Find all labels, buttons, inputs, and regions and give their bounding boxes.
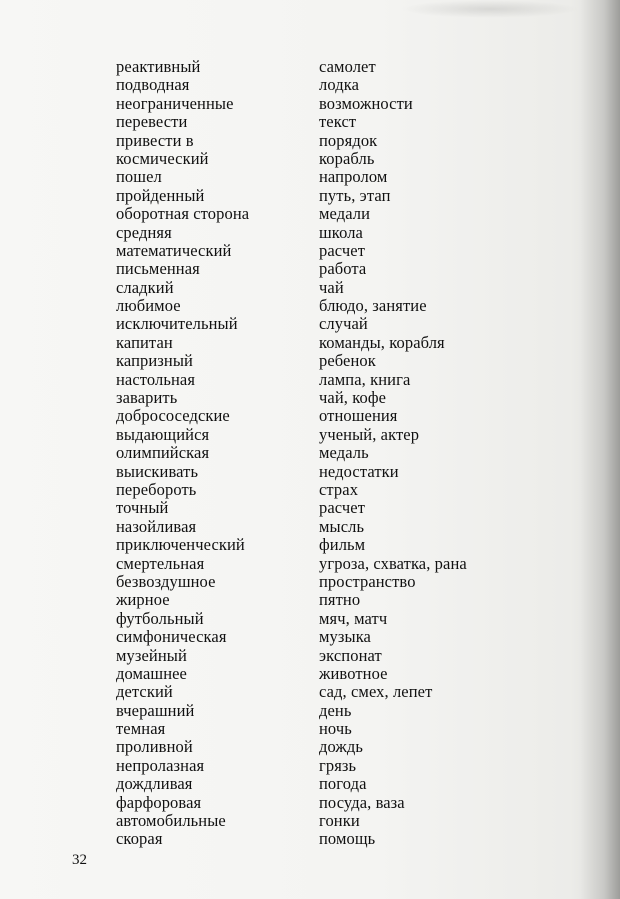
adjective-word: дождливая	[116, 774, 193, 794]
noun-word: пятно	[319, 590, 361, 610]
noun-word: угроза, схватка, рана	[319, 553, 467, 573]
adjective-word: средняя	[116, 222, 172, 242]
adjective-word: точный	[116, 498, 169, 518]
scan-smudge	[400, 0, 580, 18]
adjective-word: заварить	[116, 388, 178, 408]
noun-word: сад, смех, лепет	[319, 682, 433, 702]
adjective-word: космический	[116, 148, 209, 168]
adjective-word: детский	[116, 682, 173, 702]
adjective-word: любимое	[116, 296, 181, 316]
noun-word: школа	[319, 222, 363, 242]
noun-word: пространство	[319, 571, 416, 591]
adjective-word: олимпийская	[116, 443, 210, 463]
noun-word: фильм	[319, 535, 366, 555]
adjective-word: скорая	[116, 829, 163, 849]
noun-word: напролом	[319, 167, 388, 187]
noun-word: расчет	[319, 240, 365, 260]
adjective-word: выдающийся	[116, 424, 210, 444]
noun-word: медаль	[319, 443, 369, 463]
adjective-word: футбольный	[116, 608, 204, 628]
adjective-word: вчерашний	[116, 700, 195, 720]
right-word-column	[319, 58, 467, 849]
noun-word: экспонат	[319, 645, 382, 665]
adjective-word: перевести	[116, 112, 188, 132]
adjective-word: приключенческий	[116, 535, 245, 555]
adjective-word: выискивать	[116, 461, 199, 481]
noun-word: гонки	[319, 811, 360, 831]
adjective-word: математический	[116, 240, 232, 260]
noun-word: ученый, актер	[319, 424, 420, 444]
noun-word: чай	[319, 277, 344, 297]
adjective-word: симфоническая	[116, 627, 227, 647]
noun-word: блюдо, занятие	[319, 296, 427, 316]
adjective-word: музейный	[116, 645, 187, 665]
adjective-word: назойливая	[116, 516, 197, 536]
noun-word: мяч, матч	[319, 608, 388, 628]
adjective-word: капризный	[116, 351, 193, 371]
adjective-word: реактивный	[116, 57, 201, 76]
noun-word: случай	[319, 314, 368, 334]
adjective-word: темная	[116, 719, 166, 739]
adjective-word: исключительный	[116, 314, 238, 334]
adjective-word: неограниченные	[116, 93, 234, 113]
noun-word: мысль	[319, 516, 365, 536]
adjective-word: смертельная	[116, 553, 205, 573]
adjective-word: домашнее	[116, 663, 187, 683]
adjective-word: сладкий	[116, 277, 174, 297]
noun-word: погода	[319, 774, 367, 794]
noun-word: путь, этап	[319, 185, 391, 205]
noun-word: лодка	[319, 75, 359, 95]
noun-word: грязь	[319, 755, 357, 775]
noun-word: музыка	[319, 627, 371, 647]
noun-word: посуда, ваза	[319, 792, 405, 812]
noun-word: команды, корабля	[319, 332, 445, 352]
noun-word: животное	[319, 663, 388, 683]
noun-word: ночь	[319, 719, 352, 739]
adjective-word: оборотная сторона	[116, 204, 250, 224]
adjective-word: непролазная	[116, 755, 205, 775]
noun-word: недостатки	[319, 461, 399, 481]
noun-word: дождь	[319, 737, 364, 757]
noun-word: текст	[319, 112, 357, 132]
noun-word: медали	[319, 204, 371, 224]
noun-word: помощь	[319, 829, 376, 849]
adjective-word: письменная	[116, 259, 200, 279]
noun-word: расчет	[319, 498, 365, 518]
noun-word: страх	[319, 479, 359, 499]
adjective-word: подводная	[116, 75, 190, 95]
noun-word: день	[319, 700, 352, 720]
noun-word: отношения	[319, 406, 398, 426]
noun-word: чай, кофе	[319, 388, 387, 408]
noun-word: порядок	[319, 130, 378, 150]
noun-word: возможности	[319, 93, 413, 113]
adjective-word: пошел	[116, 167, 162, 187]
adjective-word: пройденный	[116, 185, 205, 205]
adjective-word: автомобильные	[116, 811, 226, 831]
adjective-word: жирное	[116, 590, 170, 610]
noun-word: самолет	[319, 57, 376, 76]
adjective-word: капитан	[116, 332, 173, 352]
adjective-word: проливной	[116, 737, 193, 757]
noun-word: лампа, книга	[319, 369, 411, 389]
adjective-word: настольная	[116, 369, 196, 389]
adjective-word: фарфоровая	[116, 792, 202, 812]
noun-word: ребенок	[319, 351, 376, 371]
adjective-word: привести в	[116, 130, 194, 150]
adjective-word: добрососедские	[116, 406, 230, 426]
page-number: 32	[72, 852, 87, 868]
page-edge-shadow	[580, 0, 620, 899]
left-word-column	[116, 58, 249, 849]
noun-word: корабль	[319, 148, 375, 168]
noun-word: работа	[319, 259, 367, 279]
adjective-word: перебороть	[116, 479, 197, 499]
adjective-word: безвоздушное	[116, 571, 216, 591]
